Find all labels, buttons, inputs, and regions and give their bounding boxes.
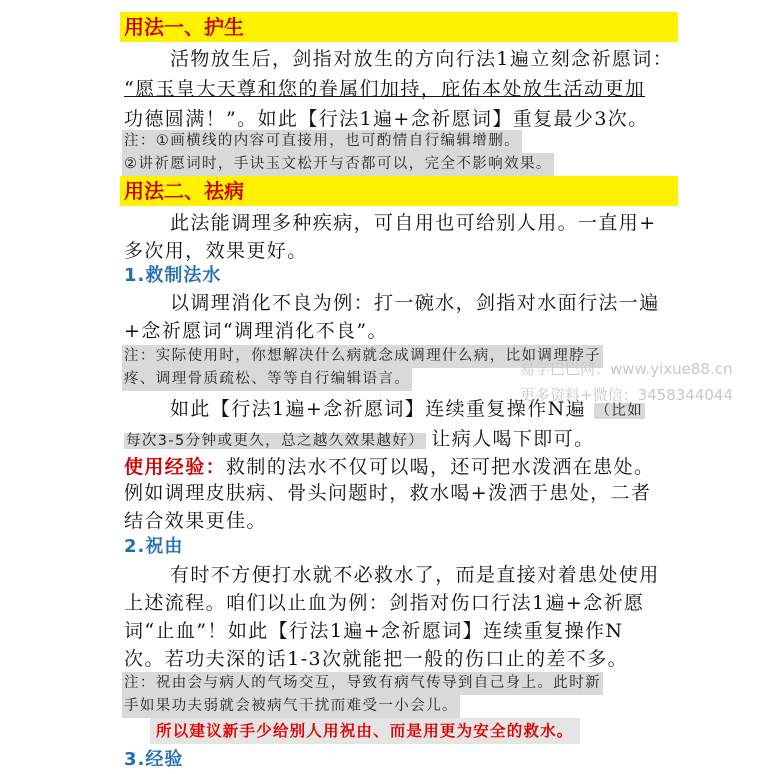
- sub2-note-line1: 注：祝由会与病人的气场交互，导致有病气传导到自己身上。此时新: [122, 672, 603, 695]
- sub2-paragraph-line4: 次。若功夫深的话1-3次就能把一般的伤口止的差不多。: [124, 648, 628, 670]
- section1-heading: 用法一、护生: [124, 15, 244, 39]
- experience-line3: 结合效果更佳。: [124, 510, 267, 532]
- section1-paragraph-line3: 功德圆满！”。如此【行法1遍+念祈愿词】重复最少3次。: [124, 108, 649, 130]
- sub2-note-line2: 手如果功夫弱就会被病气干扰而难受一小会儿。: [122, 695, 460, 718]
- experience-line2: 例如调理皮肤病、骨头问题时，救水喝+泼洒于患处，二者: [124, 482, 652, 504]
- sub1-note-line2: 疼、调理骨质疏松、等等自行编辑语言。: [122, 368, 412, 391]
- watermark-line1: 易学巴巴网：www.yixue88.cn: [520, 360, 733, 378]
- section2-paragraph-line1: 此法能调理多种疾病，可自用也可给别人用。一直用+: [170, 212, 657, 234]
- sub1-duration-note: 每次3-5分钟或更久，总之越久效果越好）: [126, 433, 425, 449]
- section2-heading-highlight: [120, 176, 678, 206]
- sub1-paragraph-line2: +念祈愿词“调理消化不良”。: [124, 320, 388, 342]
- watermark-line2: 更多资料+微信：3458344044: [520, 386, 734, 404]
- sub1-drink-text: 让病人喝下即可。: [431, 428, 595, 450]
- sub3-heading: 3.经验: [124, 749, 184, 770]
- sub1-repeat-text: 如此【行法1遍+念祈愿词】连续重复操作N遍: [170, 398, 587, 420]
- experience-text: 救制的法水不仅可以喝，还可把水泼洒在患处。: [226, 456, 655, 478]
- experience-label: 使用经验：: [124, 456, 227, 478]
- sub1-paragraph-line1: 以调理消化不良为例：打一碗水，剑指对水面行法一遍: [170, 292, 660, 314]
- sub2-paragraph-line2: 上述流程。咱们以止血为例：剑指对伤口行法1遍+念祈愿: [124, 592, 645, 614]
- sub1-paragraph-line4: [124, 424, 594, 454]
- section1-note-line2: ②讲祈愿词时，手诀玉文松开与否都可以，完全不影响效果。: [122, 153, 554, 176]
- section1-paragraph-line2: “愿玉皇大天尊和您的眷属们加持，庇佑本处放生活动更加: [124, 78, 646, 100]
- section2-paragraph-line2: 多次用，效果更好。: [124, 240, 308, 262]
- sub1-heading: 1.救制法水: [124, 265, 222, 286]
- sub2-paragraph-line1: 有时不方便打水就不必救水了，而是直接对着患处使用: [170, 564, 660, 586]
- section2-heading: 用法二、祛病: [124, 179, 244, 203]
- sub2-warning: 所以建议新手少给别人用祝由、而是用更为安全的救水。: [150, 718, 580, 744]
- sub2-paragraph-line3: 词“止血”！如此【行法1遍+念祈愿词】连续重复操作N: [124, 620, 624, 642]
- sub1-repeat-paren: （比如: [595, 403, 644, 419]
- section1-heading-highlight: [120, 12, 678, 42]
- section1-paragraph-line1: 活物放生后，剑指对放生的方向行法1遍立刻念祈愿词：: [170, 48, 674, 70]
- sub1-note-line1: 注：实际使用时，你想解决什么病就念成调理什么病，比如调理脖子: [122, 345, 603, 368]
- section1-note-line1: 注：①画横线的内容可直接用，也可酌情自行编辑增删。: [122, 130, 522, 153]
- sub2-heading: 2.祝由: [124, 536, 184, 557]
